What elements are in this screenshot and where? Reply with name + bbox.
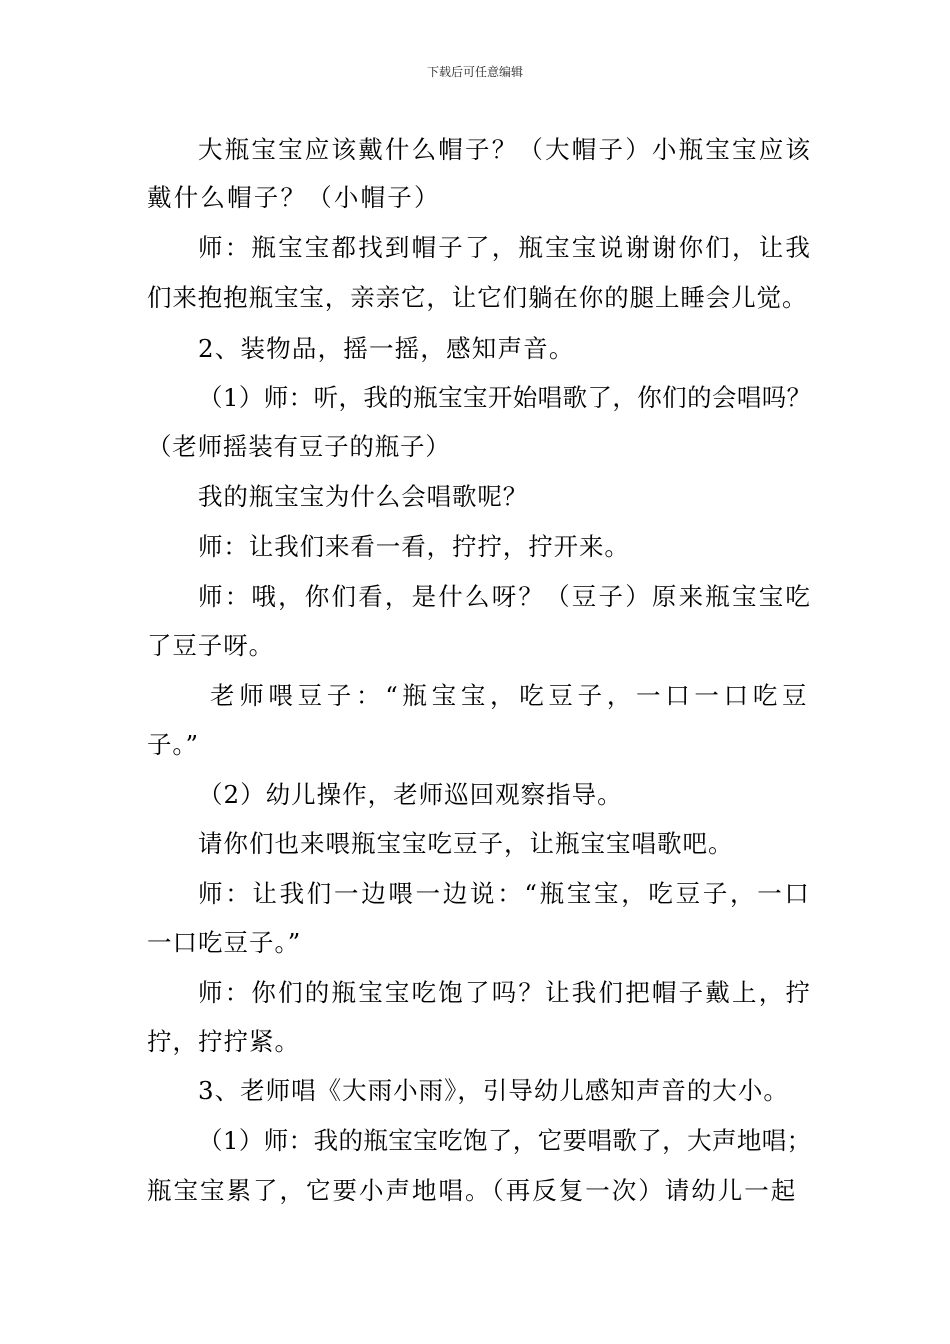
text-line: （1）师：我的瓶宝宝吃饱了，它要唱歌了，大声地唱； — [198, 1126, 812, 1155]
text-line: 师：让我们来看一看，拧拧，拧开来。 — [198, 532, 630, 561]
text-line: （2）幼儿操作，老师巡回观察指导。 — [198, 780, 623, 809]
text-line: 请你们也来喂瓶宝宝吃豆子，让瓶宝宝唱歌吧。 — [198, 829, 734, 858]
text-line: 一口吃豆子。” — [147, 928, 302, 957]
text-line: 瓶宝宝累了，它要小声地唱。（再反复一次）请幼儿一起 — [147, 1176, 798, 1205]
text-line: 拧，拧拧紧。 — [147, 1027, 300, 1056]
text-line: 师：你们的瓶宝宝吃饱了吗？让我们把帽子戴上，拧 — [198, 978, 813, 1007]
text-line: 老师喂豆子：“瓶宝宝，吃豆子，一口一口吃豆 — [210, 681, 812, 710]
text-line: 戴什么帽子？（小帽子） — [147, 183, 441, 212]
text-line: 大瓶宝宝应该戴什么帽子？（大帽子）小瓶宝宝应该 — [198, 135, 813, 164]
text-line: 子。” — [147, 730, 199, 759]
text-line: 师：让我们一边喂一边说：“瓶宝宝，吃豆子，一口 — [198, 879, 812, 908]
text-line: （老师摇装有豆子的瓶子） — [147, 432, 451, 461]
text-line: 们来抱抱瓶宝宝，亲亲它，让它们躺在你的腿上睡会儿觉。 — [147, 283, 808, 312]
text-line: 了豆子呀。 — [147, 631, 274, 660]
text-line: 2、装物品，摇一摇，感知声音。 — [198, 334, 575, 363]
text-line: 3、老师唱《大雨小雨》，引导幼儿感知声音的大小。 — [198, 1076, 789, 1105]
text-line: 我的瓶宝宝为什么会唱歌呢？ — [198, 482, 529, 511]
text-line: 师：瓶宝宝都找到帽子了，瓶宝宝说谢谢你们，让我 — [198, 233, 813, 262]
text-line: 师：哦，你们看，是什么呀？（豆子）原来瓶宝宝吃 — [198, 582, 813, 611]
text-line: （1）师：听，我的瓶宝宝开始唱歌了，你们的会唱吗？ — [198, 383, 812, 412]
page-header: 下载后可任意编辑 — [426, 65, 523, 79]
